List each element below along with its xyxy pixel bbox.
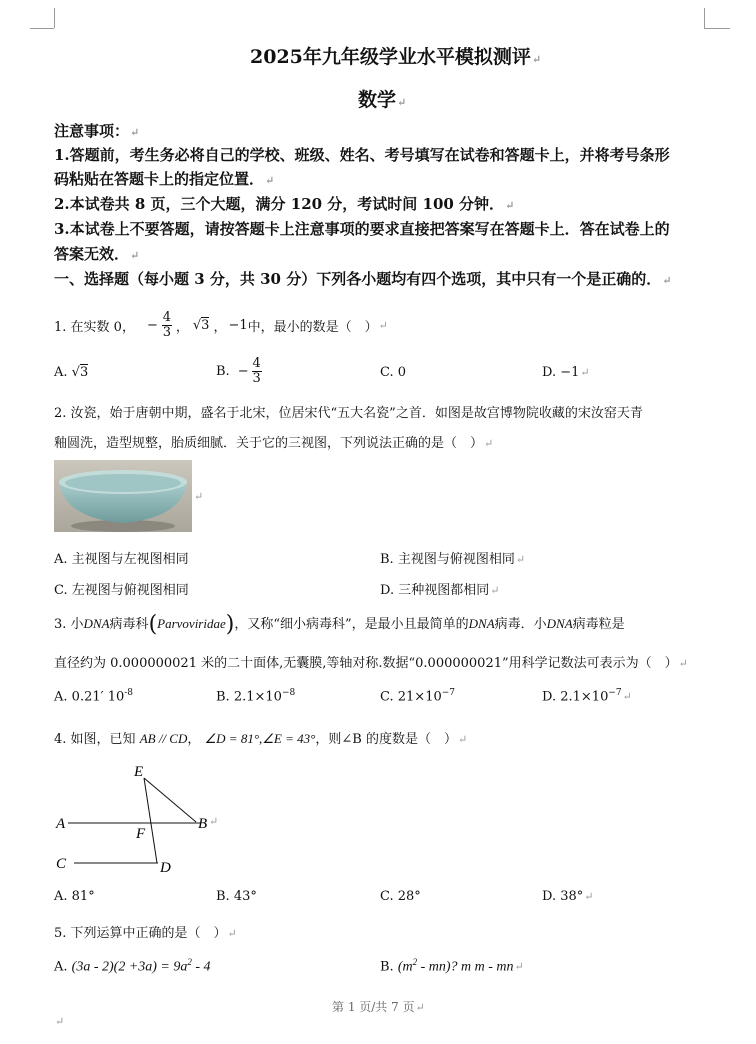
notes-item-1-line-2: 码粘贴在答题卡上的指定位置．↵ <box>54 170 275 188</box>
q3-option-b: B. $2.1\times 10^{-8}$ <box>216 688 296 705</box>
notes-item-2: 2.本试卷共 8 页，三个大题，满分 120 分，考试时间 100 分钟．↵ <box>54 195 515 213</box>
q4-option-b: B. 43° <box>216 889 257 904</box>
q1-stem: 1. 在实数 0， − $\frac{4}{3}$ ， √ 3 ， −1 中，最小的数是（ ） ↵ <box>54 309 388 340</box>
fig-label-b: B <box>198 816 208 832</box>
q2-option-c: C. 左视图与俯视图相同 <box>54 583 189 598</box>
notes-item-1-line-1: 1.答题前，考生务必将自己的学校、班级、姓名、考号填写在试卷和答题卡上，并将考号条形 <box>54 146 670 164</box>
q3-stem-line-1: 3. 小DNA病毒科(Parvoviridae)，又称“细小病毒科”，是最小且最简单的DNA病毒．小DNA病毒粒是 <box>54 612 625 637</box>
page-footer: 第 1 页/共 7 页↵ <box>332 1000 425 1014</box>
q4-option-a: A. 81° <box>54 889 95 904</box>
crop-mark-top-left <box>30 28 54 29</box>
paragraph-mark: ↵ <box>194 490 204 503</box>
q5-stem: 5. 下列运算中正确的是（ ）↵ <box>54 926 237 941</box>
subject-title: 数学↵ <box>358 89 407 111</box>
paragraph-mark: ↵ <box>209 815 219 828</box>
q1-option-d: D. −1↵ <box>542 365 590 380</box>
q3-option-a: A. 0.21′ $10^{-8}$ <box>54 688 134 705</box>
q2-stem-line-2: 釉圆洗，造型规整，胎质细腻．关于它的三视图，下列说法正确的是（ ）↵ <box>54 436 494 451</box>
fig-label-e: E <box>134 764 144 780</box>
q2-stem-line-1: 2. 汝瓷，始于唐朝中期，盛名于北宋，位居宋代“五大名瓷”之首．如图是故宫博物院收藏的宋汝窑天青 <box>54 406 643 421</box>
q1-option-c: C. 0 <box>380 365 407 380</box>
q4-stem: 4. 如图，已知 AB // CD， ∠D = 81°,∠E = 43°，则∠B 的度数是（ ）↵ <box>54 731 468 747</box>
q5-option-b: B. $(m^2 - mn)$? m m - mn↵ <box>380 957 524 975</box>
q1-option-a: A. √3 <box>54 365 89 380</box>
q2-option-b: B. 主视图与俯视图相同↵ <box>380 552 526 567</box>
fig-label-a: A <box>56 816 66 832</box>
ru-ware-bowl-image <box>54 460 192 532</box>
q2-option-a: A. 主视图与左视图相同 <box>54 552 189 567</box>
notes-item-3-line-2: 答案无效．↵ <box>54 245 140 263</box>
notes-heading: 注意事项：↵ <box>54 122 140 140</box>
exam-title: 2025年九年级学业水平模拟测评↵ <box>250 46 542 68</box>
crop-mark-top-right-v <box>704 8 705 28</box>
section-1-heading: 一、选择题（每小题 3 分，共 30 分）下列各小题均有四个选项，其中只有一个是正确的．↵ <box>54 270 672 288</box>
fig-label-f: F <box>136 826 146 842</box>
q3-option-d: D. $2.1\times 10^{-7}↵$ <box>542 688 632 705</box>
q4-option-d: D. 38°↵ <box>542 889 594 904</box>
fig-label-c: C <box>56 856 67 872</box>
paragraph-mark: ↵ <box>55 1015 65 1028</box>
q2-option-d: D. 三种视图都相同↵ <box>380 583 500 598</box>
crop-mark-top-left-v <box>54 8 55 28</box>
q3-option-c: C. $21\times 10^{-7}$ <box>380 688 456 705</box>
q3-stem-line-2: 直径约为 0.000000021 米的二十面体,无囊膜,等轴对称.数据“0.000000021”用科学记数法可表示为（ ）↵ <box>54 656 688 671</box>
q1-fraction: $\frac{4}{3}$ <box>162 309 171 340</box>
q4-option-c: C. 28° <box>380 889 421 904</box>
crop-mark-top-right <box>704 28 730 29</box>
fig-label-d: D <box>160 860 171 876</box>
q1-option-b: B. − $\frac{4}{3}$ <box>216 355 261 386</box>
q4-geometry-figure <box>54 760 224 880</box>
q5-option-a: A. $(3a - 2)(2 +3a) = 9a^2 - 4$ <box>54 957 211 975</box>
notes-item-3-line-1: 3.本试卷上不要答题，请按答题卡上注意事项的要求直接把答案写在答题卡上．答在试卷上的 <box>54 220 670 238</box>
